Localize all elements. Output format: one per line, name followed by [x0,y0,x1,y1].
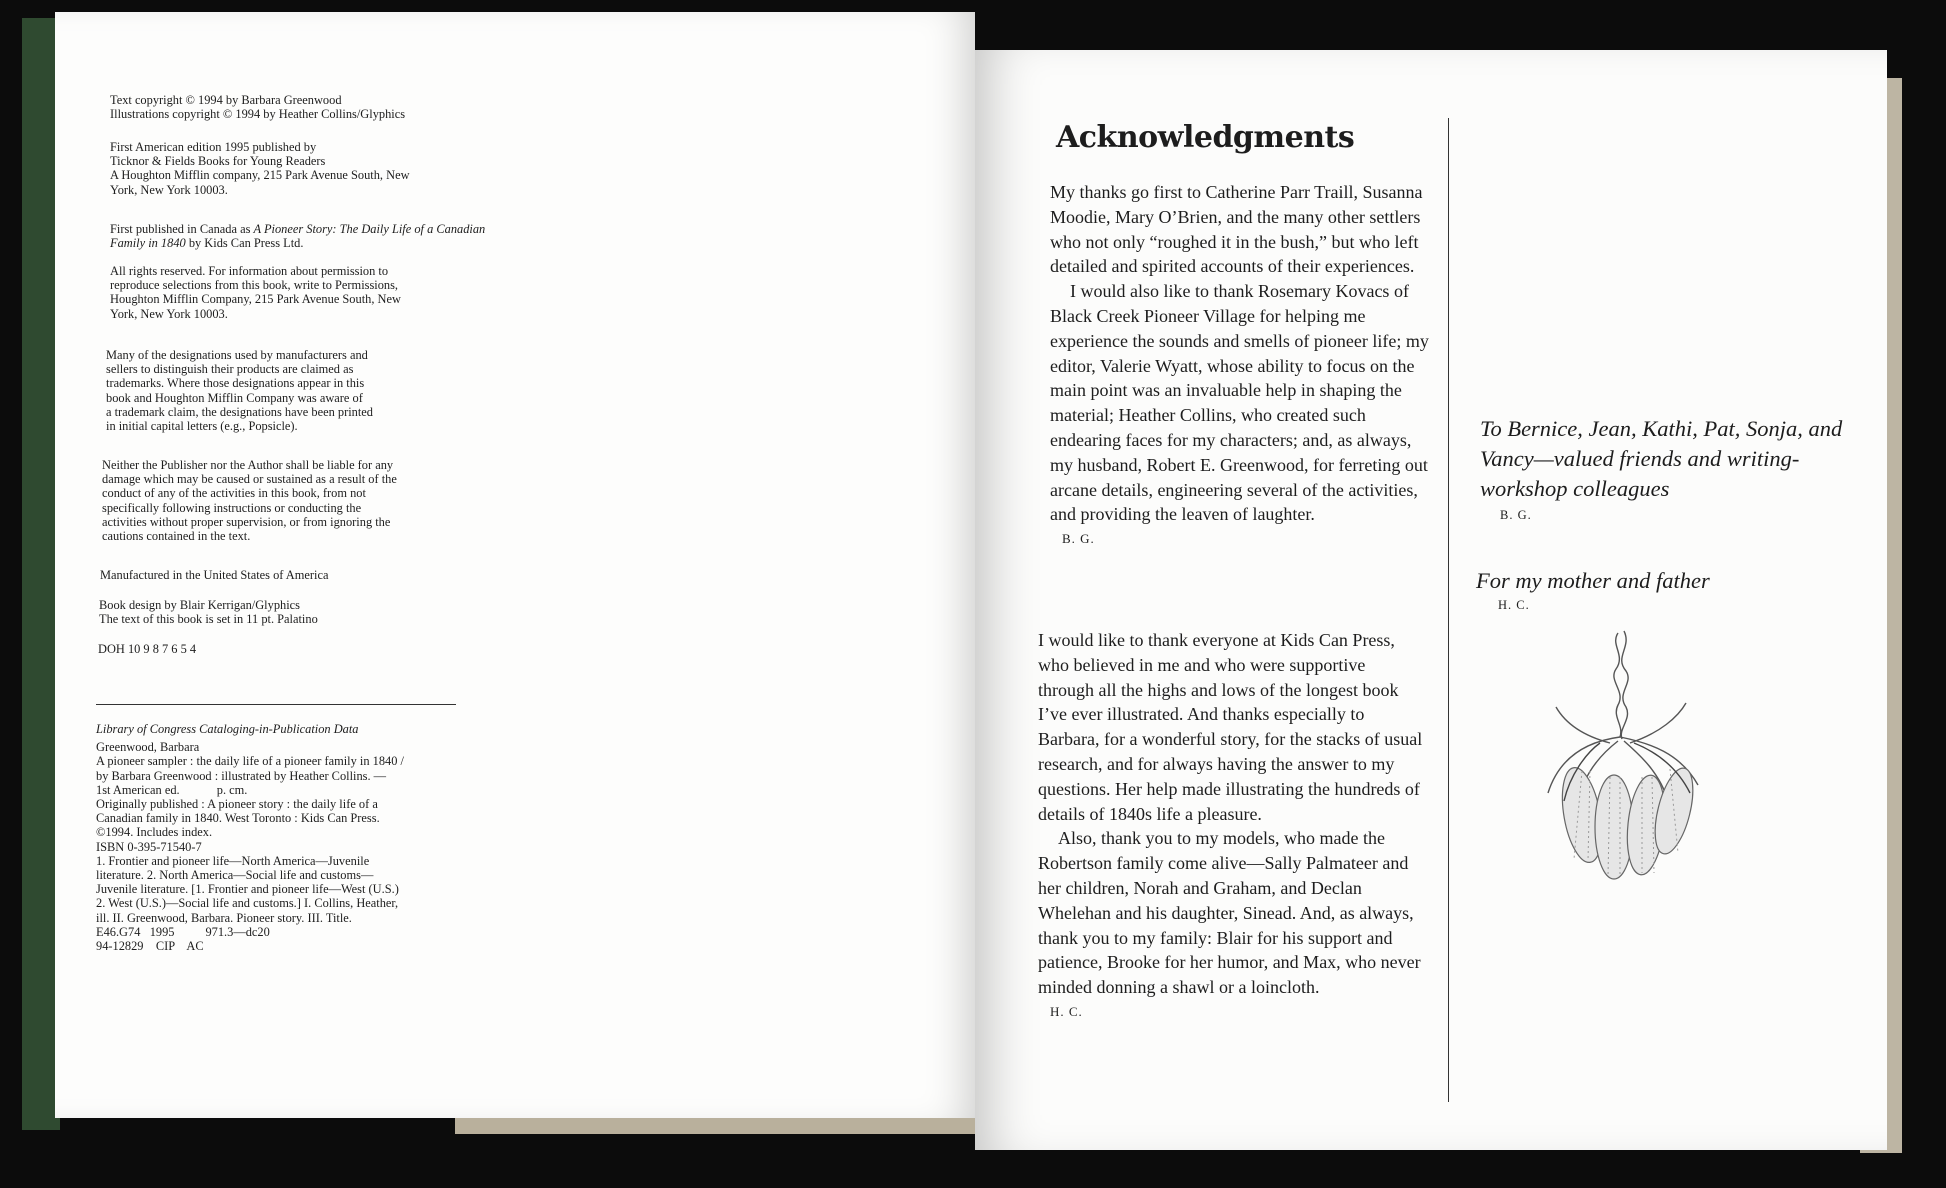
ack-paragraph: I would like to thank everyone at Kids Can Press, who believed in me and who were supportive through all the highs and lows of the longest book I’ve ever illustrated. And thanks especially to Barbara, for a wonderful story, for the stacks of usual research, and for always having the answer to my questions. Her help made illustrating the hundreds of details of 1840s life a pleasure. [1038,630,1423,824]
ack-hc-block [1038,628,1423,1025]
page-title: Acknowledgments [1056,120,1355,155]
trademark-block: Many of the designations used by manufacturers and sellers to distinguish their products are claimed as trademarks. Where those designations appear in this book and Houghton Mifflin Company was aware of a trademark claim, the designations have been printed in initial capital letters (e.g., Popsicle). [106,348,373,434]
corn-cobs-illustration [1530,625,1710,880]
cip-divider [96,704,456,705]
liability-block: Neither the Publisher nor the Author shall be liable for any damage which may be caused or sustained as a result of the conduct of any of the activities in this book, from not specifically following instructions or conducting the activities without proper supervision, or from ignoring the cautions contained in the text. [102,458,397,544]
copyright-block: Text copyright © 1994 by Barbara Greenwood Illustrations copyright © 1994 by Heather Collins/Glyphics [110,93,406,122]
ack-paragraph: I would also like to thank Rosemary Kovacs of Black Creek Pioneer Village for helping me experience the sounds and smells of pioneer life; my editor, Valerie Wyatt, whose ability to focus on the main point was an invaluable help in shaping the material; Heather Collins, who created such endearing faces for my characters; and, as always, my husband, Robert E. Greenwood, for ferreting out arcane details, engineering several of the activities, and providing the leaven of laughter. [1050,281,1429,525]
cip-heading: Library of Congress Cataloging-in-Publication Data [96,722,359,736]
design-block: Book design by Blair Kerrigan/Glyphics The text of this book is set in 11 pt. Palatino [99,598,318,627]
print-line: DOH 10 9 8 7 6 5 4 [98,642,197,656]
dedication-bg-signature: B. G. [1500,508,1532,522]
rights-block: All rights reserved. For information about permission to reproduce selections from this book, write to Permissions, Houghton Mifflin Company, 215 Park Avenue South, New York, New York 10003. [110,264,401,321]
first-published-block: First published in Canada as A Pioneer Story: The Daily Life of a Canadian Family in 1840 by Kids Can Press Ltd. [110,222,486,251]
manufactured-line: Manufactured in the United States of America [100,568,329,582]
cip-block: Library of Congress Cataloging-in-Publication Data Greenwood, Barbara A pioneer sampler : the daily life of a pioneer family in 1840 / by Barbara Greenwood : illustrated by Heather Collins. — 1st American ed. p. cm. Originally published : A pioneer story : the daily life of a Canadian family in 1840. West Toronto : Kids Can Press. ©1994. Includes index. ISBN 0-395-71540-7 1. Frontier and pioneer life—North America—Juvenile literature. 2. North America—Social life and customs— Juvenile literature. [1. Frontier and pioneer life—West (U.S.) 2. West (U.S.)—Social life and customs.] I. Collins, Heather, ill. II. Greenwood, Barbara. Pioneer story. III. Title. E46.G74 1995 971.3—dc20 94-12829 CIP AC [96,722,496,953]
signature-hc: H. C. [1050,1003,1083,1019]
ack-bg-block [1050,180,1430,552]
edition-block: First American edition 1995 published by Ticknor & Fields Books for Young Readers A Houghton Mifflin company, 215 Park Avenue South, New York, New York 10003. [110,140,410,197]
ack-paragraph: Also, thank you to my models, who made the Robertson family come alive—Sally Palmateer and her children, Norah and Graham, and Declan Whelehan and his daughter, Sinead. And, as always, thank you to my family: Blair for his support and patience, Brooke for her humor, and Max, who never minded donning a shawl or a loincloth. [1038,828,1421,998]
column-divider [1448,118,1449,1102]
dedication-hc: For my mother and father [1476,568,1710,593]
signature-bg: B. G. [1062,531,1095,547]
dedication-hc-signature: H. C. [1498,598,1530,612]
dedication-bg: To Bernice, Jean, Kathi, Pat, Sonja, and Vancy—valued friends and writing-workshop colleagues [1480,416,1843,501]
ack-paragraph: My thanks go first to Catherine Parr Traill, Susanna Moodie, Mary O’Brien, and the many other settlers who not only “roughed it in the bush,” but who left detailed and spirited accounts of their experiences. [1050,182,1423,277]
